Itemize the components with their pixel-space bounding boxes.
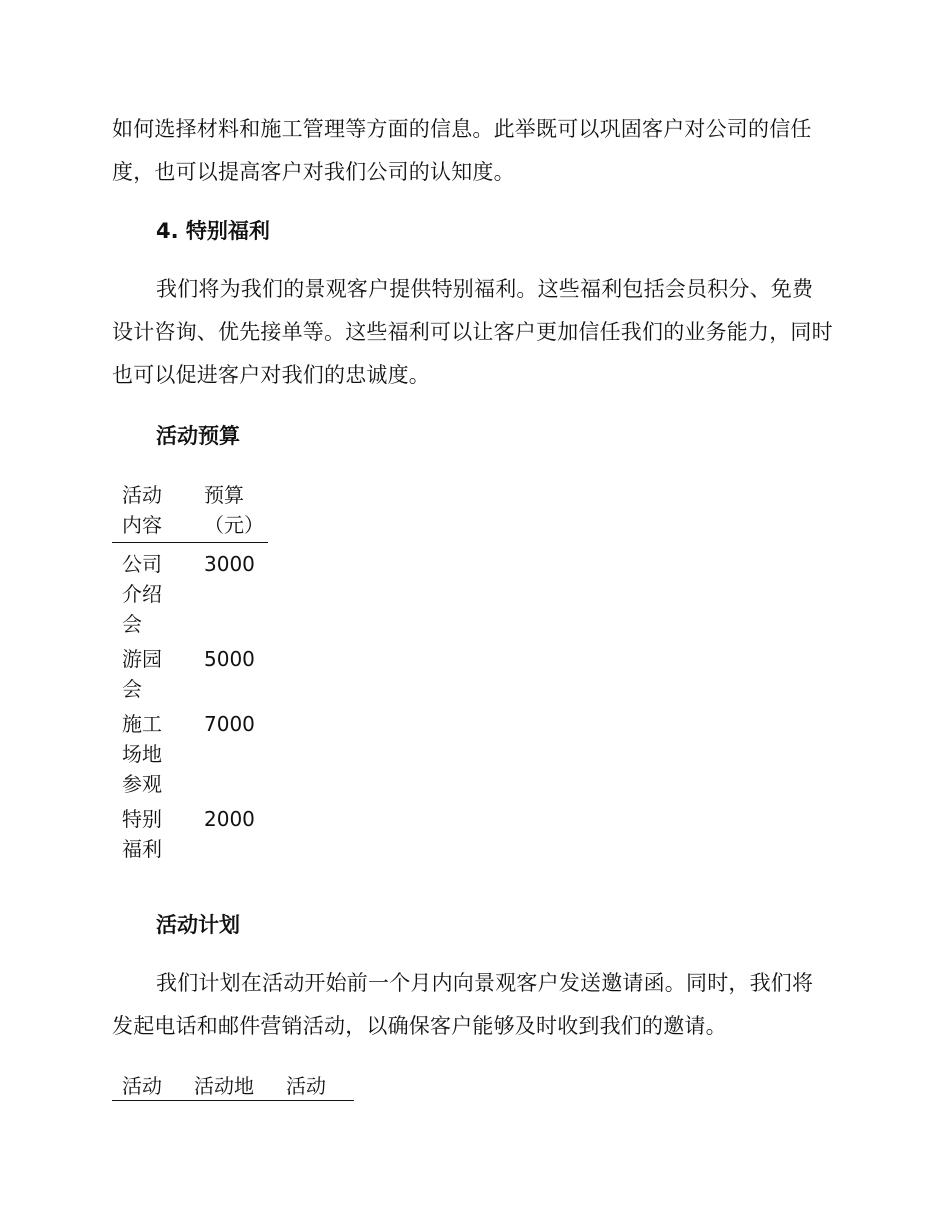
plan-header-location: 活动地 [194, 1074, 254, 1098]
plan-header-activity-2: 活动 [286, 1074, 326, 1098]
table-row [112, 639, 268, 704]
table-row [112, 704, 268, 799]
special-benefits-paragraph: 我们将为我们的景观客户提供特别福利。这些福利包括会员积分、免费设计咨询、优先接单等。这些福利可以让客户更加信任我们的业务能力，同时也可以促进客户对我们的忠诚度。 [112, 277, 833, 387]
budget-cell-amount: 3000 [204, 552, 255, 576]
budget-cell-amount: 7000 [204, 712, 255, 736]
section-heading-budget: 活动预算 [156, 424, 240, 448]
budget-header-amount: 预算（元） [204, 483, 264, 537]
table-row [112, 799, 268, 864]
budget-cell-amount: 2000 [204, 807, 255, 831]
budget-cell-activity: 公司介绍会 [122, 552, 162, 636]
intro-paragraph: 如何选择材料和施工管理等方面的信息。此举既可以巩固客户对公司的信任度，也可以提高客户对我们公司的认知度。 [112, 117, 812, 184]
plan-table-header-row [112, 1072, 354, 1101]
budget-cell-activity: 施工场地参观 [122, 712, 162, 796]
section-heading-special-benefits: 4. 特别福利 [156, 219, 270, 243]
table-row [112, 543, 268, 640]
budget-cell-activity: 游园会 [122, 647, 162, 701]
budget-header-activity: 活动内容 [122, 483, 162, 537]
section-heading-plan: 活动计划 [156, 913, 240, 937]
plan-header-activity: 活动 [122, 1074, 162, 1098]
budget-cell-amount: 5000 [204, 647, 255, 671]
budget-cell-activity: 特别福利 [122, 807, 162, 861]
plan-paragraph: 我们计划在活动开始前一个月内向景观客户发送邀请函。同时，我们将发起电话和邮件营销活动，以确保客户能够及时收到我们的邀请。 [112, 971, 814, 1038]
budget-table [112, 480, 268, 864]
budget-table-header-row [112, 480, 268, 543]
